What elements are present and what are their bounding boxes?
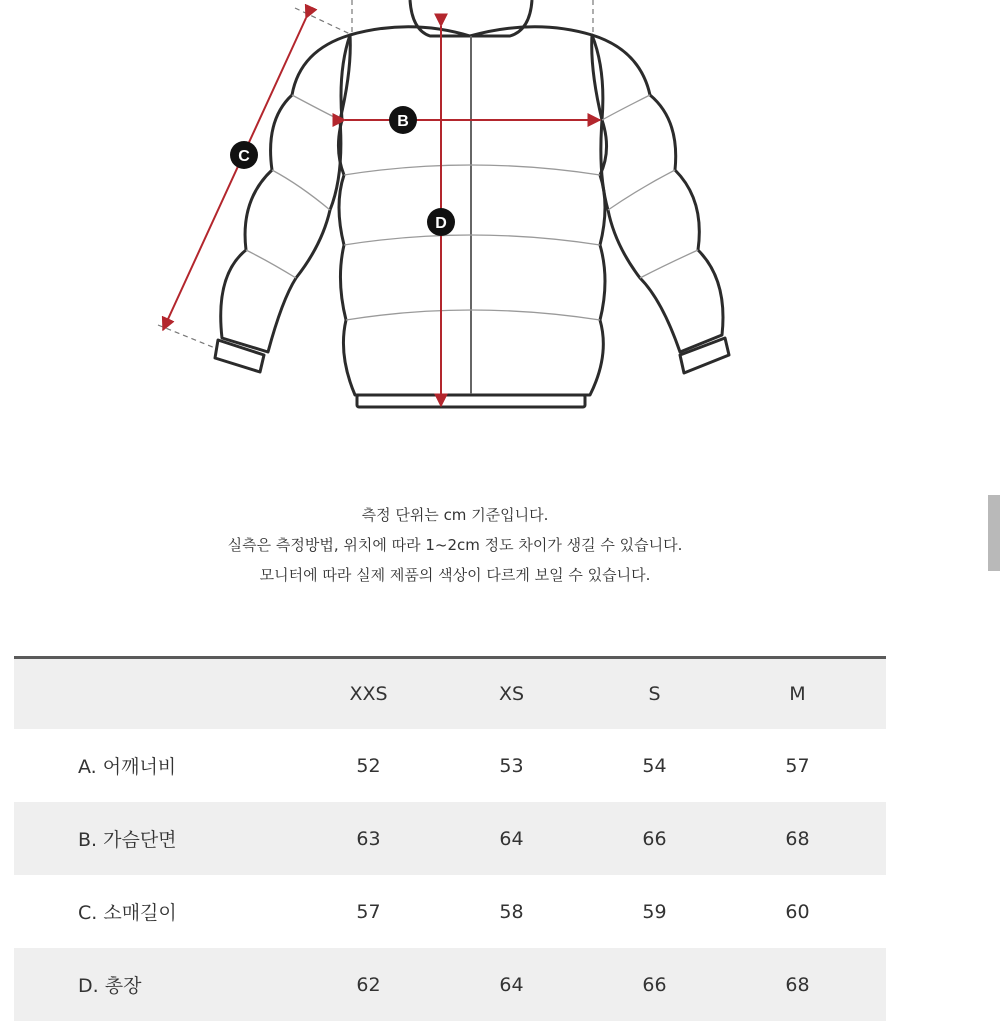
size-table — [14, 656, 886, 1021]
table-row — [14, 729, 886, 802]
cell-m: 57 — [785, 754, 810, 777]
jacket-hem — [357, 395, 585, 407]
table-row — [14, 948, 886, 1021]
row-label: C. 소매길이 — [78, 902, 177, 924]
cell-xxs: 63 — [356, 827, 381, 850]
cell-xs: 64 — [499, 827, 524, 850]
cell-m: 60 — [785, 900, 810, 923]
header-xs: XS — [498, 683, 525, 705]
cell-s: 66 — [642, 827, 667, 850]
cell-xs: 64 — [499, 973, 524, 996]
table-row — [14, 875, 886, 948]
cell-s: 66 — [642, 973, 667, 996]
scrollbar-thumb[interactable] — [988, 495, 1000, 571]
header-xxs: XXS — [349, 683, 388, 705]
jacket-collar — [410, 0, 532, 36]
table-row — [14, 802, 886, 875]
row-label: A. 어깨너비 — [78, 756, 177, 778]
cell-s: 54 — [642, 754, 667, 777]
table-header-row — [14, 656, 886, 729]
label-c: C — [238, 148, 250, 165]
note-difference: 실측은 측정방법, 위치에 따라 1~2cm 정도 차이가 생길 수 있습니다. — [227, 536, 683, 554]
cell-m: 68 — [785, 973, 810, 996]
measurement-notes — [0, 500, 910, 590]
cell-xxs: 62 — [356, 973, 381, 996]
label-b: B — [397, 113, 409, 130]
label-d: D — [435, 215, 447, 232]
note-unit: 측정 단위는 cm 기준입니다. — [361, 506, 549, 524]
jacket-body — [338, 27, 606, 395]
note-color: 모니터에 따라 실제 제품의 색상이 다르게 보일 수 있습니다. — [259, 566, 651, 584]
cell-xs: 53 — [499, 754, 524, 777]
cell-xs: 58 — [499, 900, 524, 923]
header-s: S — [648, 683, 661, 705]
right-sleeve — [592, 35, 723, 352]
measure-line-c — [163, 18, 306, 330]
left-sleeve — [221, 35, 351, 352]
row-label: D. 총장 — [78, 975, 142, 997]
cell-m: 68 — [785, 827, 810, 850]
cell-s: 59 — [642, 900, 667, 923]
row-label: B. 가슴단면 — [78, 829, 177, 851]
cell-xxs: 52 — [356, 754, 381, 777]
header-m: M — [789, 683, 806, 705]
cell-xxs: 57 — [356, 900, 381, 923]
jacket-diagram — [0, 0, 1000, 440]
